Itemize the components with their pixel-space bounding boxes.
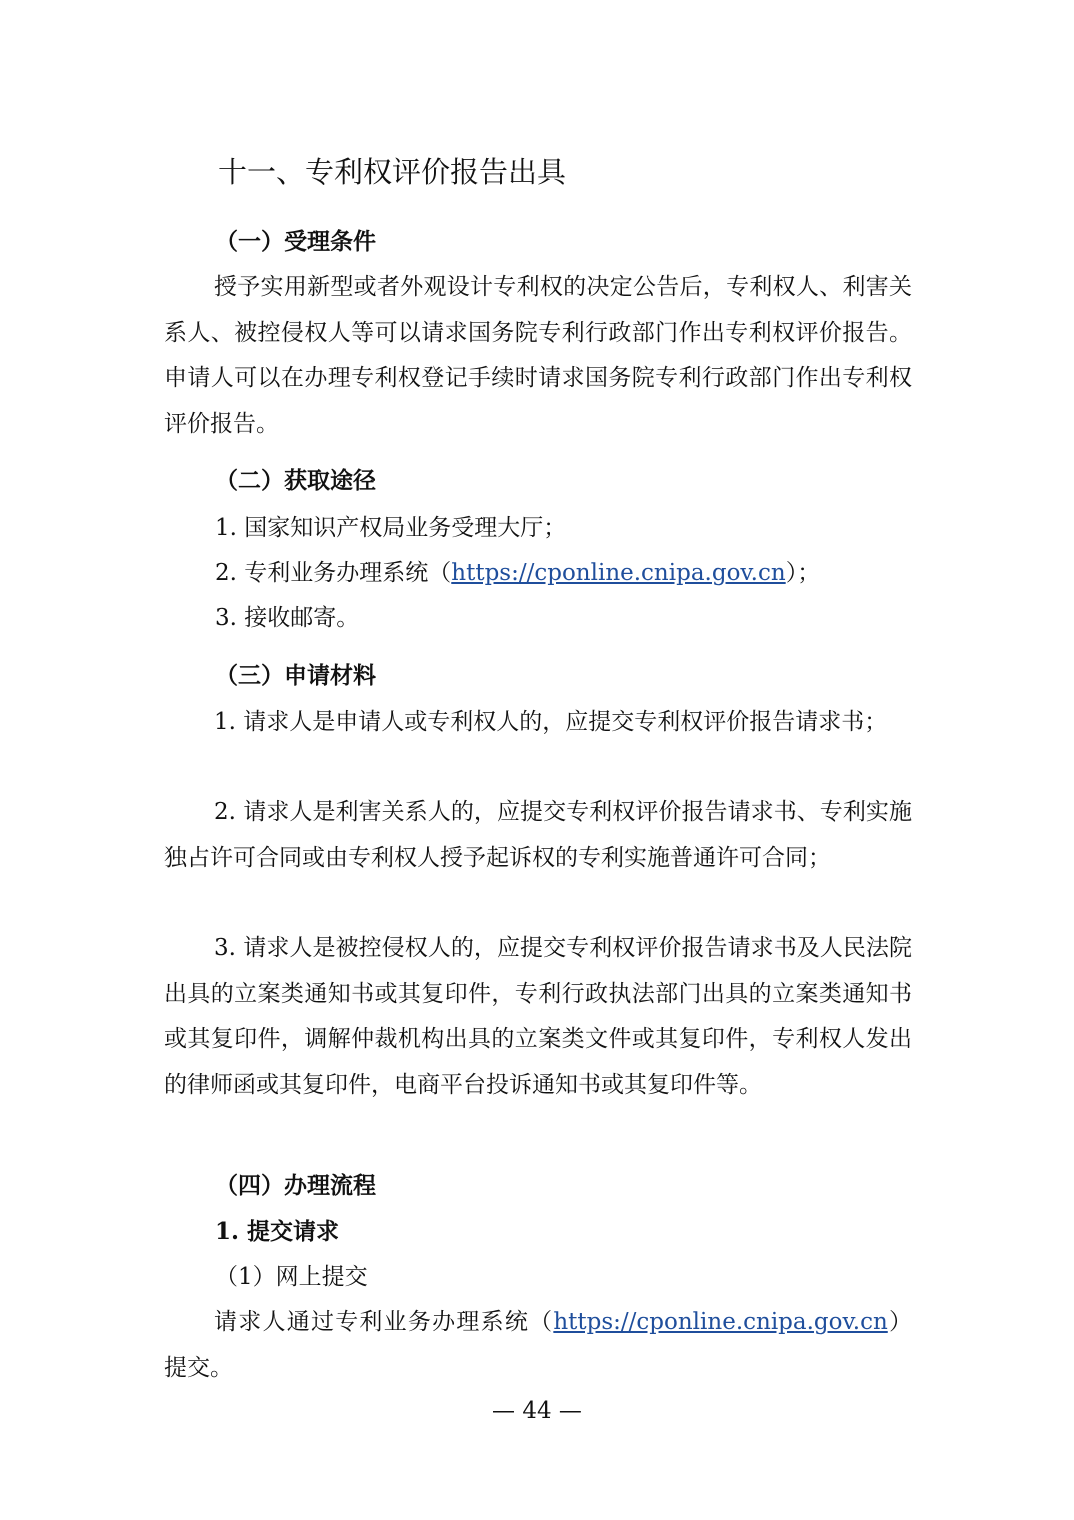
acceptance-conditions-paragraph: 授予实用新型或者外观设计专利权的决定公告后，专利权人、利害关系人、被控侵权人等可以请求国务院专利行政部门作出专利权评价报告。申请人可以在办理专利权登记手续时请求国务院专利行政部门作出专利权评价报告。 [164,274,912,437]
section-heading-acceptance-conditions: （一）受理条件 [215,228,376,255]
channel-item-online-prefix: 2. 专利业务办理系统（ [215,560,452,586]
cponline-link-2[interactable]: https://cponline.cnipa.gov.cn [553,1309,888,1335]
cponline-link[interactable]: https://cponline.cnipa.gov.cn [451,560,786,586]
materials-item-accused-infringer: 3. 请求人是被控侵权人的，应提交专利权评价报告请求书及人民法院出具的立案类通知书或其复印件，专利行政执法部门出具的立案类通知书或其复印件，调解仲裁机构出具的立案类文件或其复印件，专利权人发出的律师函或其复印件，电商平台投诉通知书或其复印件等。 [164,935,912,1098]
procedure-online-paragraph [164,1300,912,1391]
materials-item-applicant: 1. 请求人是申请人或专利权人的，应提交专利权评价报告请求书； [214,709,888,735]
section-heading-materials: （三）申请材料 [215,662,376,689]
page-title: 十一、专利权评价报告出具 [218,155,567,189]
section-heading-channels: （二）获取途径 [215,467,376,494]
channel-item-online [215,555,820,591]
procedure-online-suffix: ）提交。 [164,1309,913,1381]
section-heading-procedure: （四）办理流程 [215,1172,376,1199]
procedure-item-online-submit: （1）网上提交 [215,1264,368,1290]
procedure-online-prefix: 请求人通过专利业务办理系统（ [214,1309,554,1335]
channel-item-hall: 1. 国家知识产权局业务受理大厅； [215,515,567,541]
channel-item-mail: 3. 接收邮寄。 [215,605,360,631]
channel-item-online-suffix: ）； [785,560,821,586]
materials-item-interested-party: 2. 请求人是利害关系人的，应提交专利权评价报告请求书、专利实施独占许可合同或由专利权人授予起诉权的专利实施普通许可合同； [164,799,912,871]
procedure-step-submit: 1. 提交请求 [215,1218,340,1245]
page-number: — 44 — [492,1398,582,1424]
